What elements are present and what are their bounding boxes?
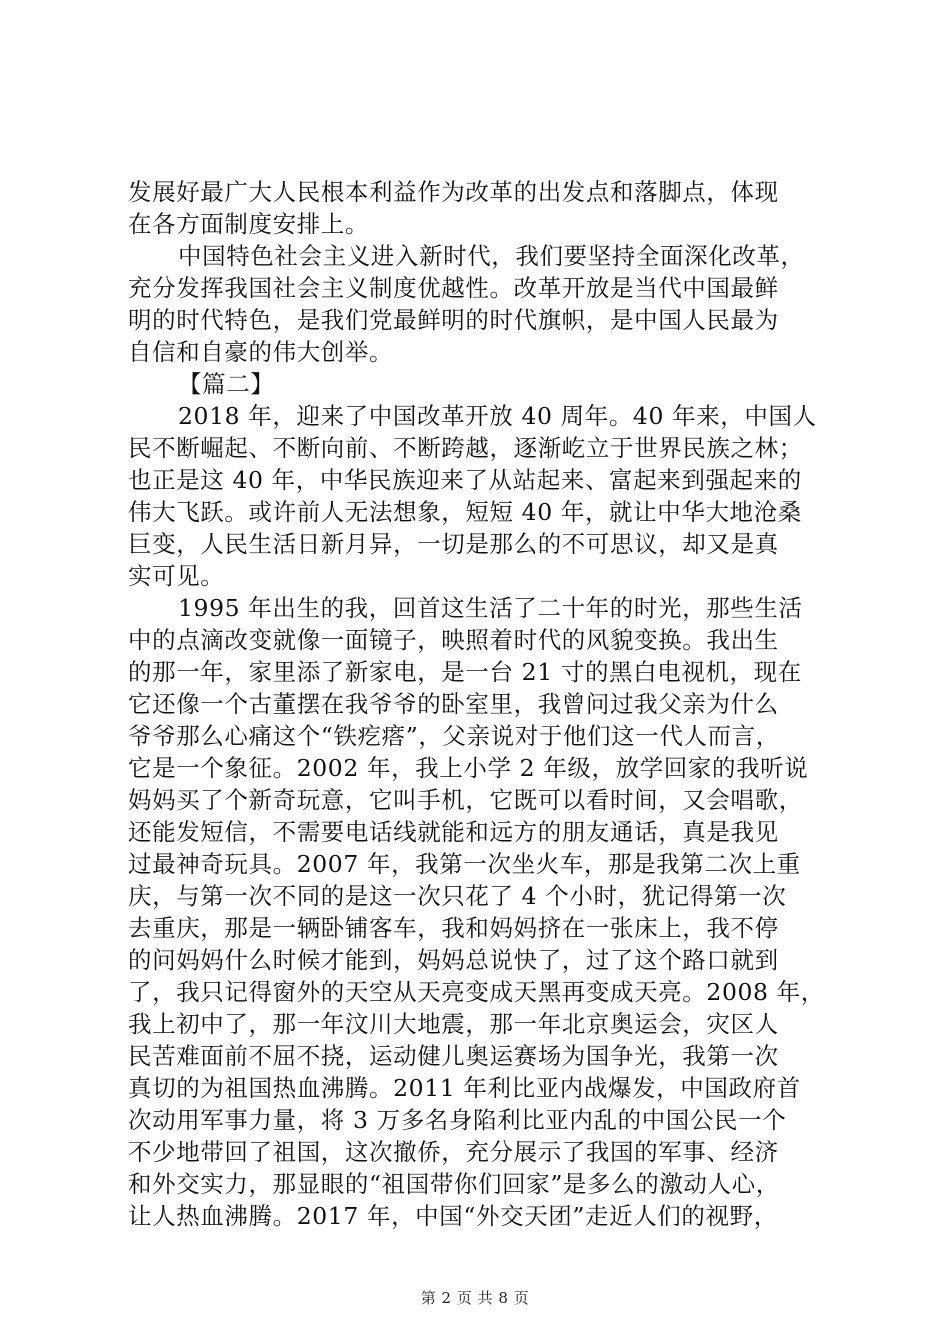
paragraph-first-line: 中国特色社会主义进入新时代，我们要坚持全面深化改革， [178,242,805,270]
text-line: 自信和自豪的伟大创举。 [128,338,394,366]
section-heading: 【篇二】 [178,370,275,398]
text-line: 在各方面制度安排上。 [128,210,369,238]
text-line: 充分发挥我国社会主义制度优越性。改革开放是当代中国最鲜 [128,274,779,302]
text-line: 也正是这 40 年，中华民族迎来了从站起来、富起来到强起来的 [128,466,802,494]
text-line: 民不断崛起、不断向前、不断跨越，逐渐屹立于世界民族之林； [128,434,803,462]
text-line: 还能发短信，不需要电话线就能和远方的朋友通话，真是我见 [128,818,779,846]
text-line: 妈妈买了个新奇玩意，它叫手机，它既可以看时间，又会唱歌， [128,786,803,814]
page-footer: 第 2 页 共 8 页 [420,1289,530,1307]
text-line: 实可见。 [128,562,225,590]
text-line: 次动用军事力量，将 3 万多名身陷利比亚内乱的中国公民一个 [128,1106,787,1134]
text-line: 它还像一个古董摆在我爷爷的卧室里，我曾问过我父亲为什么 [128,690,779,718]
text-line: 真切的为祖国热血沸腾。2011 年利比亚内战爆发，中国政府首 [128,1074,801,1102]
text-line: 中的点滴改变就像一面镜子，映照着时代的风貌变换。我出生 [128,626,779,654]
text-line: 去重庆，那是一辆卧铺客车，我和妈妈挤在一张床上，我不停 [128,914,779,942]
text-line: 发展好最广大人民根本利益作为改革的出发点和落脚点，体现 [128,178,779,206]
text-line: 我上初中了，那一年汶川大地震，那一年北京奥运会，灾区人 [128,1010,779,1038]
text-line: 它是一个象征。2002 年，我上小学 2 年级，放学回家的我听说 [128,754,809,782]
paragraph-first-line: 1995 年出生的我，回首这生活了二十年的时光，那些生活 [178,594,803,622]
text-line: 伟大飞跃。或许前人无法想象，短短 40 年，就让中华大地沧桑 [128,498,802,526]
text-line: 过最神奇玩具。2007 年，我第一次坐火车，那是我第二次上重 [128,850,801,878]
text-line: 不少地带回了祖国，这次撤侨，充分展示了我国的军事、经济 [128,1138,779,1166]
text-line: 明的时代特色，是我们党最鲜明的时代旗帜，是中国人民最为 [128,306,779,334]
text-line: 的那一年，家里添了新家电，是一台 21 寸的黑白电视机，现在 [128,658,802,686]
text-line: 和外交实力，那显眼的“祖国带你们回家”是多么的激动人心， [128,1170,780,1198]
text-line: 巨变，人民生活日新月异，一切是那么的不可思议，却又是真 [128,530,779,558]
text-line: 让人热血沸腾。2017 年，中国“外交天团”走近人们的视野， [128,1202,778,1230]
text-line: 庆，与第一次不同的是这一次只花了 4 个小时，犹记得第一次 [128,882,787,910]
text-line: 民苦难面前不屈不挠，运动健儿奥运赛场为国争光，我第一次 [128,1042,779,1070]
text-line: 的问妈妈什么时候才能到，妈妈总说快了，过了这个路口就到 [128,946,779,974]
text-line: 了，我只记得窗外的天空从天亮变成天黑再变成天亮。2008 年， [128,978,825,1006]
text-line: 爷爷那么心痛这个“铁疙瘩”，父亲说对于他们这一代人而言， [128,722,780,750]
paragraph-first-line: 2018 年，迎来了中国改革开放 40 周年。40 年来，中国人 [178,402,817,430]
